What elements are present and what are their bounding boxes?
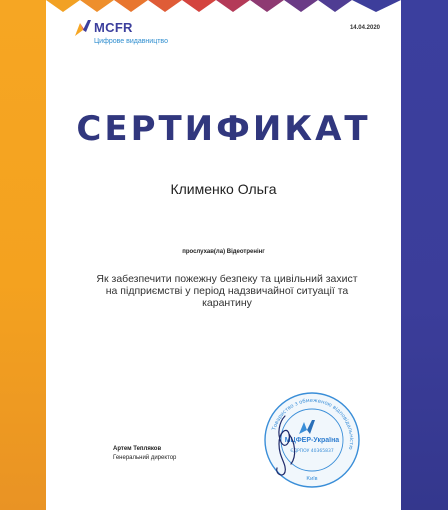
- stamp-code-text: ЄДРПОУ 40365837: [290, 449, 334, 454]
- logo-name: MCFR: [94, 20, 133, 35]
- mcfr-logo: [75, 20, 195, 48]
- issue-date: 14.04.2020: [349, 25, 380, 31]
- stamp-ring-text: Товариство з обмеженою відповідальністю: [271, 397, 355, 451]
- course-title-line: на підприємстві у період надзвичайної ситуації та: [105, 285, 349, 297]
- certificate-title: СЕРТИФИКАТ: [76, 109, 371, 149]
- signer-position: Генеральний директор: [113, 455, 177, 461]
- logo-subtitle: Цифрове видавництво: [94, 38, 168, 45]
- course-title-line: Як забезпечити пожежну безпеку та цивільний захист: [96, 273, 358, 285]
- top-decorative-triangles: [46, 0, 401, 12]
- course-title: [82, 273, 372, 309]
- course-title-line: карантину: [202, 297, 252, 309]
- signer-name: Артем Тепляков: [113, 446, 162, 452]
- listened-label: прослухав(ла) Відеотренінг: [182, 249, 265, 255]
- handwritten-signature: [265, 412, 305, 482]
- right-blue-band: [401, 0, 448, 510]
- recipient-name: Клименко Ольга: [170, 181, 277, 197]
- stamp-city-text: Київ: [306, 476, 318, 482]
- left-orange-band: [0, 0, 46, 510]
- mcfr-logo-icon: [75, 20, 91, 36]
- stamp-center-text: МЦФЕР-Україна: [284, 437, 340, 444]
